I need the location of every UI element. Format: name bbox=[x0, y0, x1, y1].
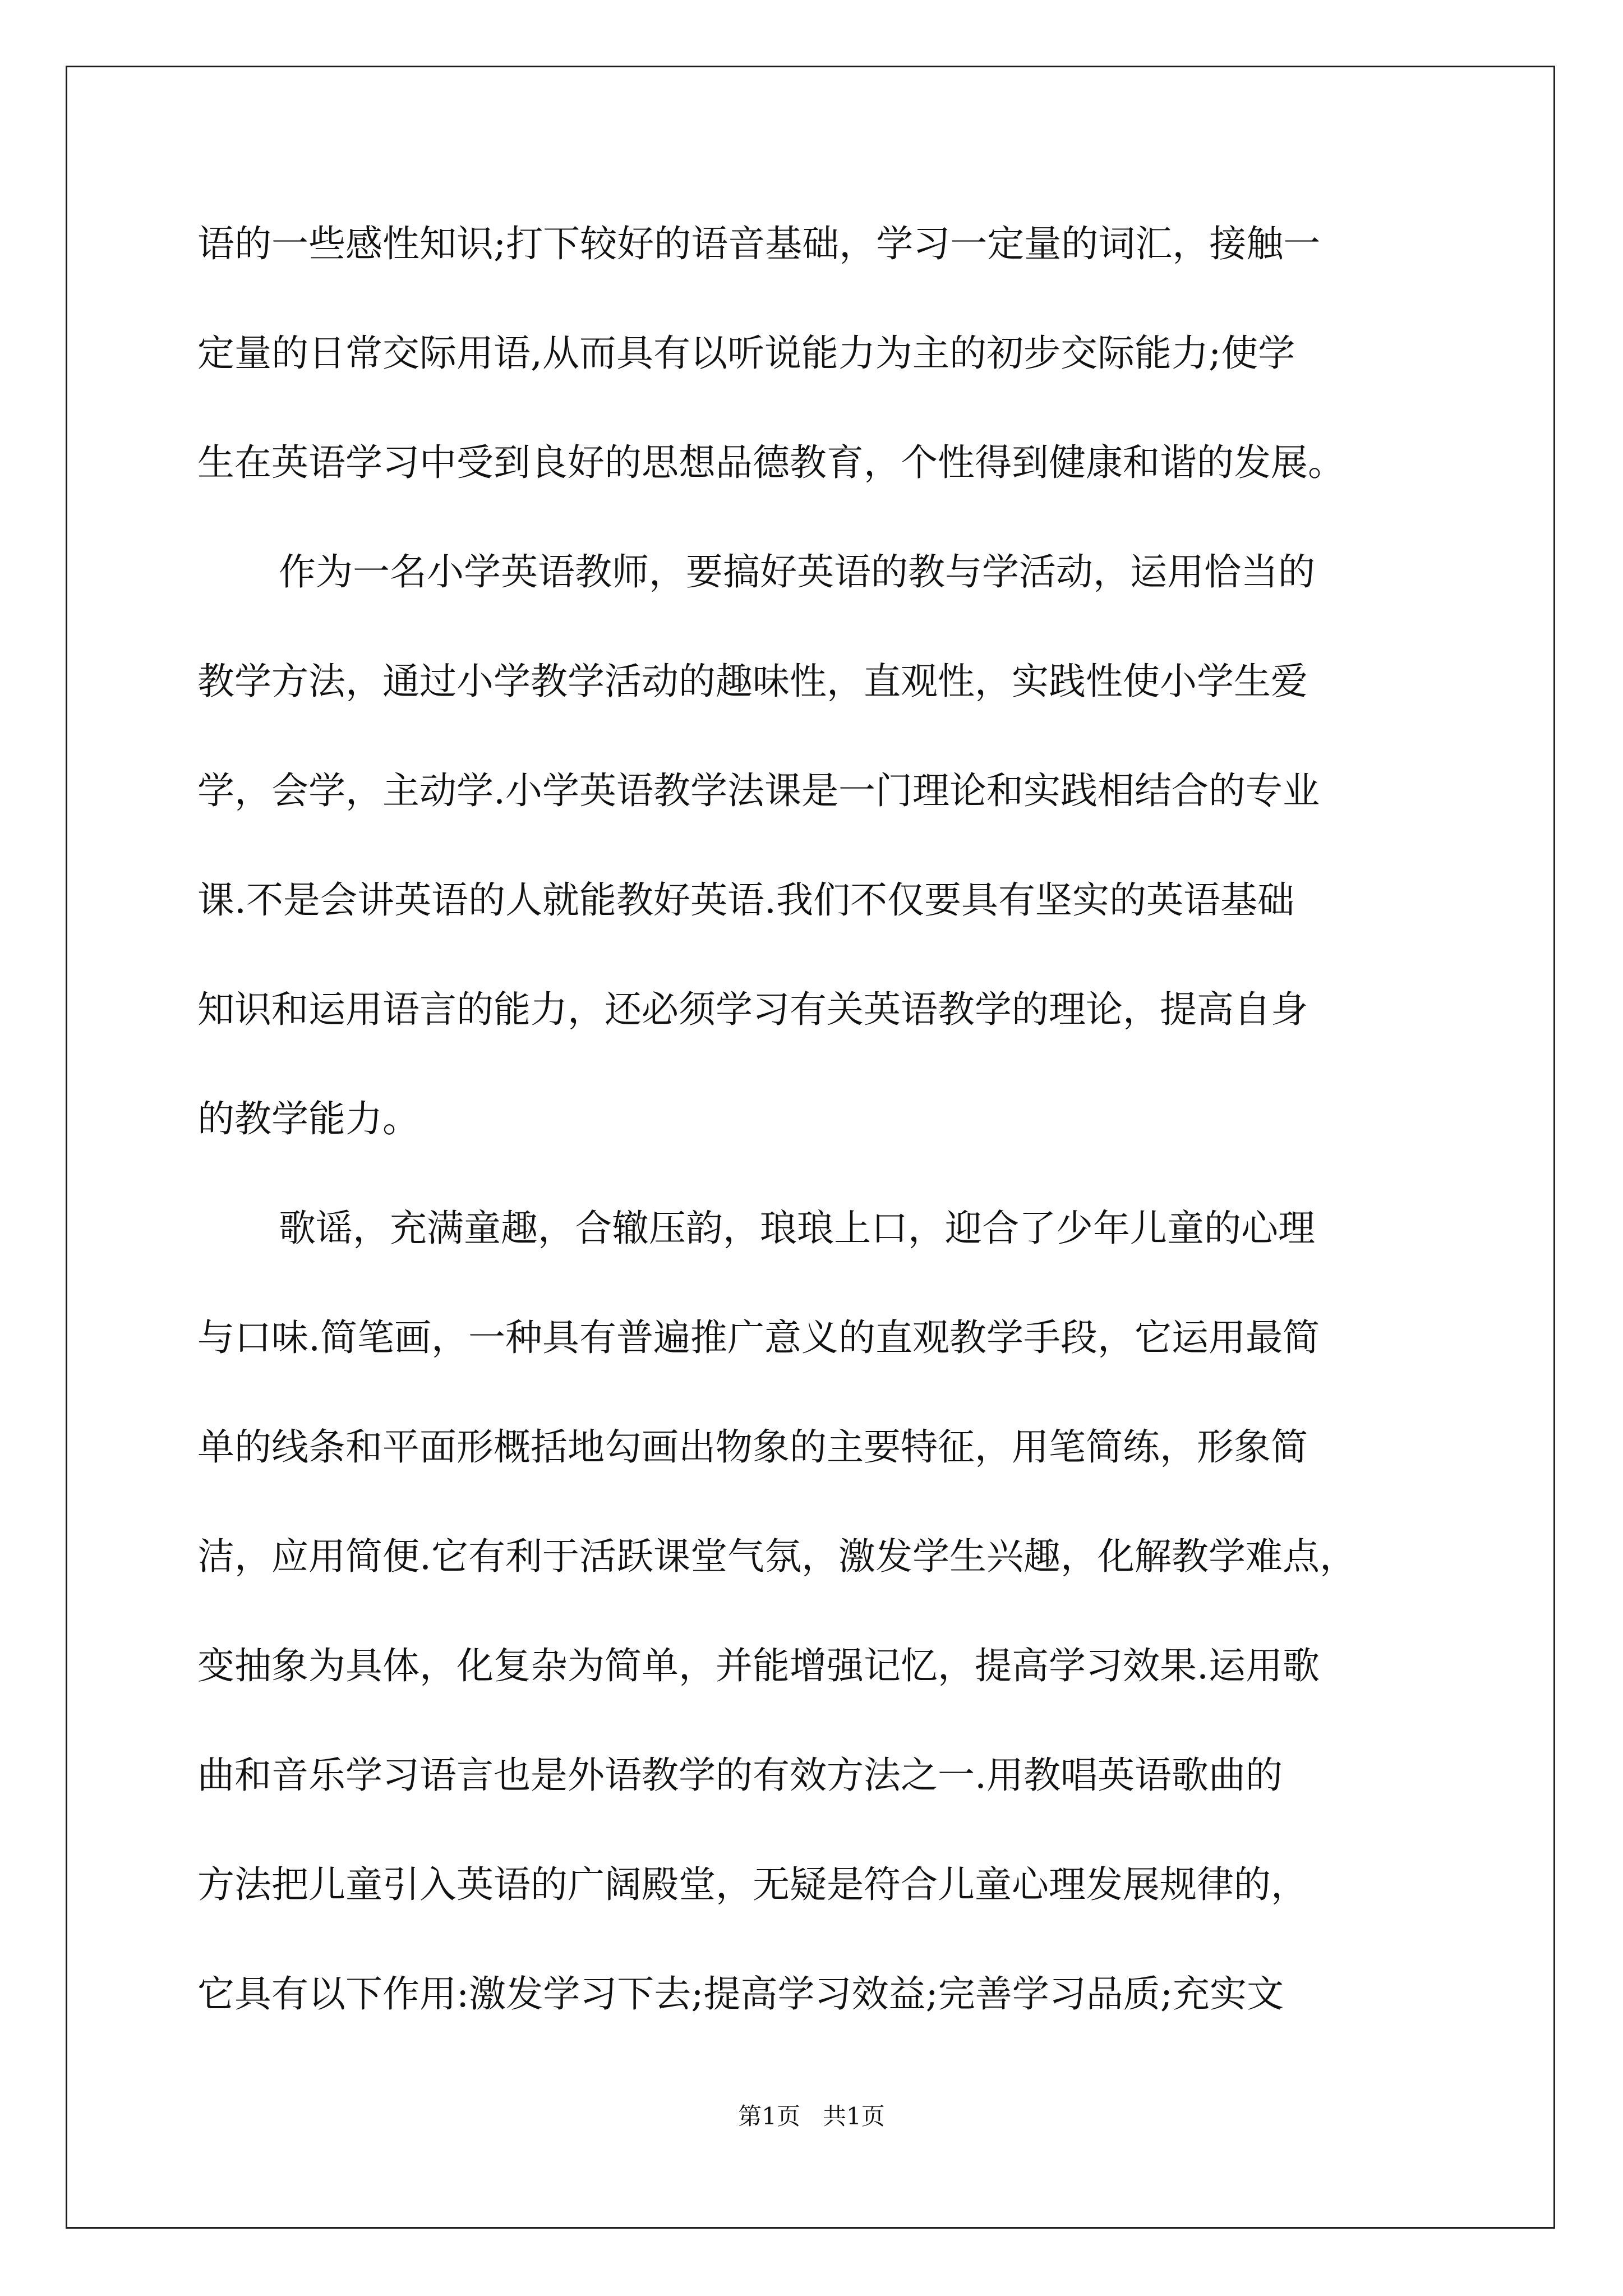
text-line: 生在英语学习中受到良好的思想品德教育，个性得到健康和谐的发展。 bbox=[197, 441, 1345, 484]
paragraph-first-line: 歌谣，充满童趣，合辙压韵，琅琅上口，迎合了少年儿童的心理 bbox=[279, 1207, 1315, 1250]
text-line: 变抽象为具体，化复杂为简单，并能增强记忆，提高学习效果.运用歌 bbox=[197, 1644, 1320, 1687]
paragraph-first-line: 作为一名小学英语教师，要搞好英语的教与学活动，运用恰当的 bbox=[279, 550, 1315, 593]
text-line: 教学方法，通过小学教学活动的趣味性，直观性，实践性使小学生爱 bbox=[197, 660, 1308, 703]
text-line: 它具有以下作用:激发学习下去;提高学习效益;完善学习品质;充实文 bbox=[197, 1972, 1284, 2016]
text-line: 方法把儿童引入英语的广阔殿堂，无疑是符合儿童心理发展规律的， bbox=[197, 1863, 1308, 1906]
text-line: 定量的日常交际用语,从而具有以听说能力为主的初步交际能力;使学 bbox=[197, 332, 1295, 375]
text-line: 的教学能力。 bbox=[197, 1097, 419, 1140]
page-number-footer: 第1页 共1页 bbox=[738, 2102, 885, 2130]
text-line: 知识和运用语言的能力，还必须学习有关英语教学的理论，提高自身 bbox=[197, 988, 1308, 1031]
text-line: 洁，应用简便.它有利于活跃课堂气氛，激发学生兴趣，化解教学难点， bbox=[197, 1535, 1357, 1578]
text-line: 学，会学，主动学.小学英语教学法课是一门理论和实践相结合的专业 bbox=[197, 769, 1320, 812]
text-line: 曲和音乐学习语言也是外语教学的有效方法之一.用教唱英语歌曲的 bbox=[197, 1754, 1283, 1797]
text-line: 与口味.简笔画，一种具有普遍推广意义的直观教学手段，它运用最简 bbox=[197, 1316, 1320, 1359]
text-line: 单的线条和平面形概括地勾画出物象的主要特征，用笔简练，形象简 bbox=[197, 1425, 1308, 1469]
text-line: 语的一些感性知识;打下较好的语音基础，学习一定量的词汇，接触一 bbox=[197, 222, 1321, 265]
text-line: 课.不是会讲英语的人就能教好英语.我们不仅要具有坚实的英语基础 bbox=[197, 878, 1294, 922]
